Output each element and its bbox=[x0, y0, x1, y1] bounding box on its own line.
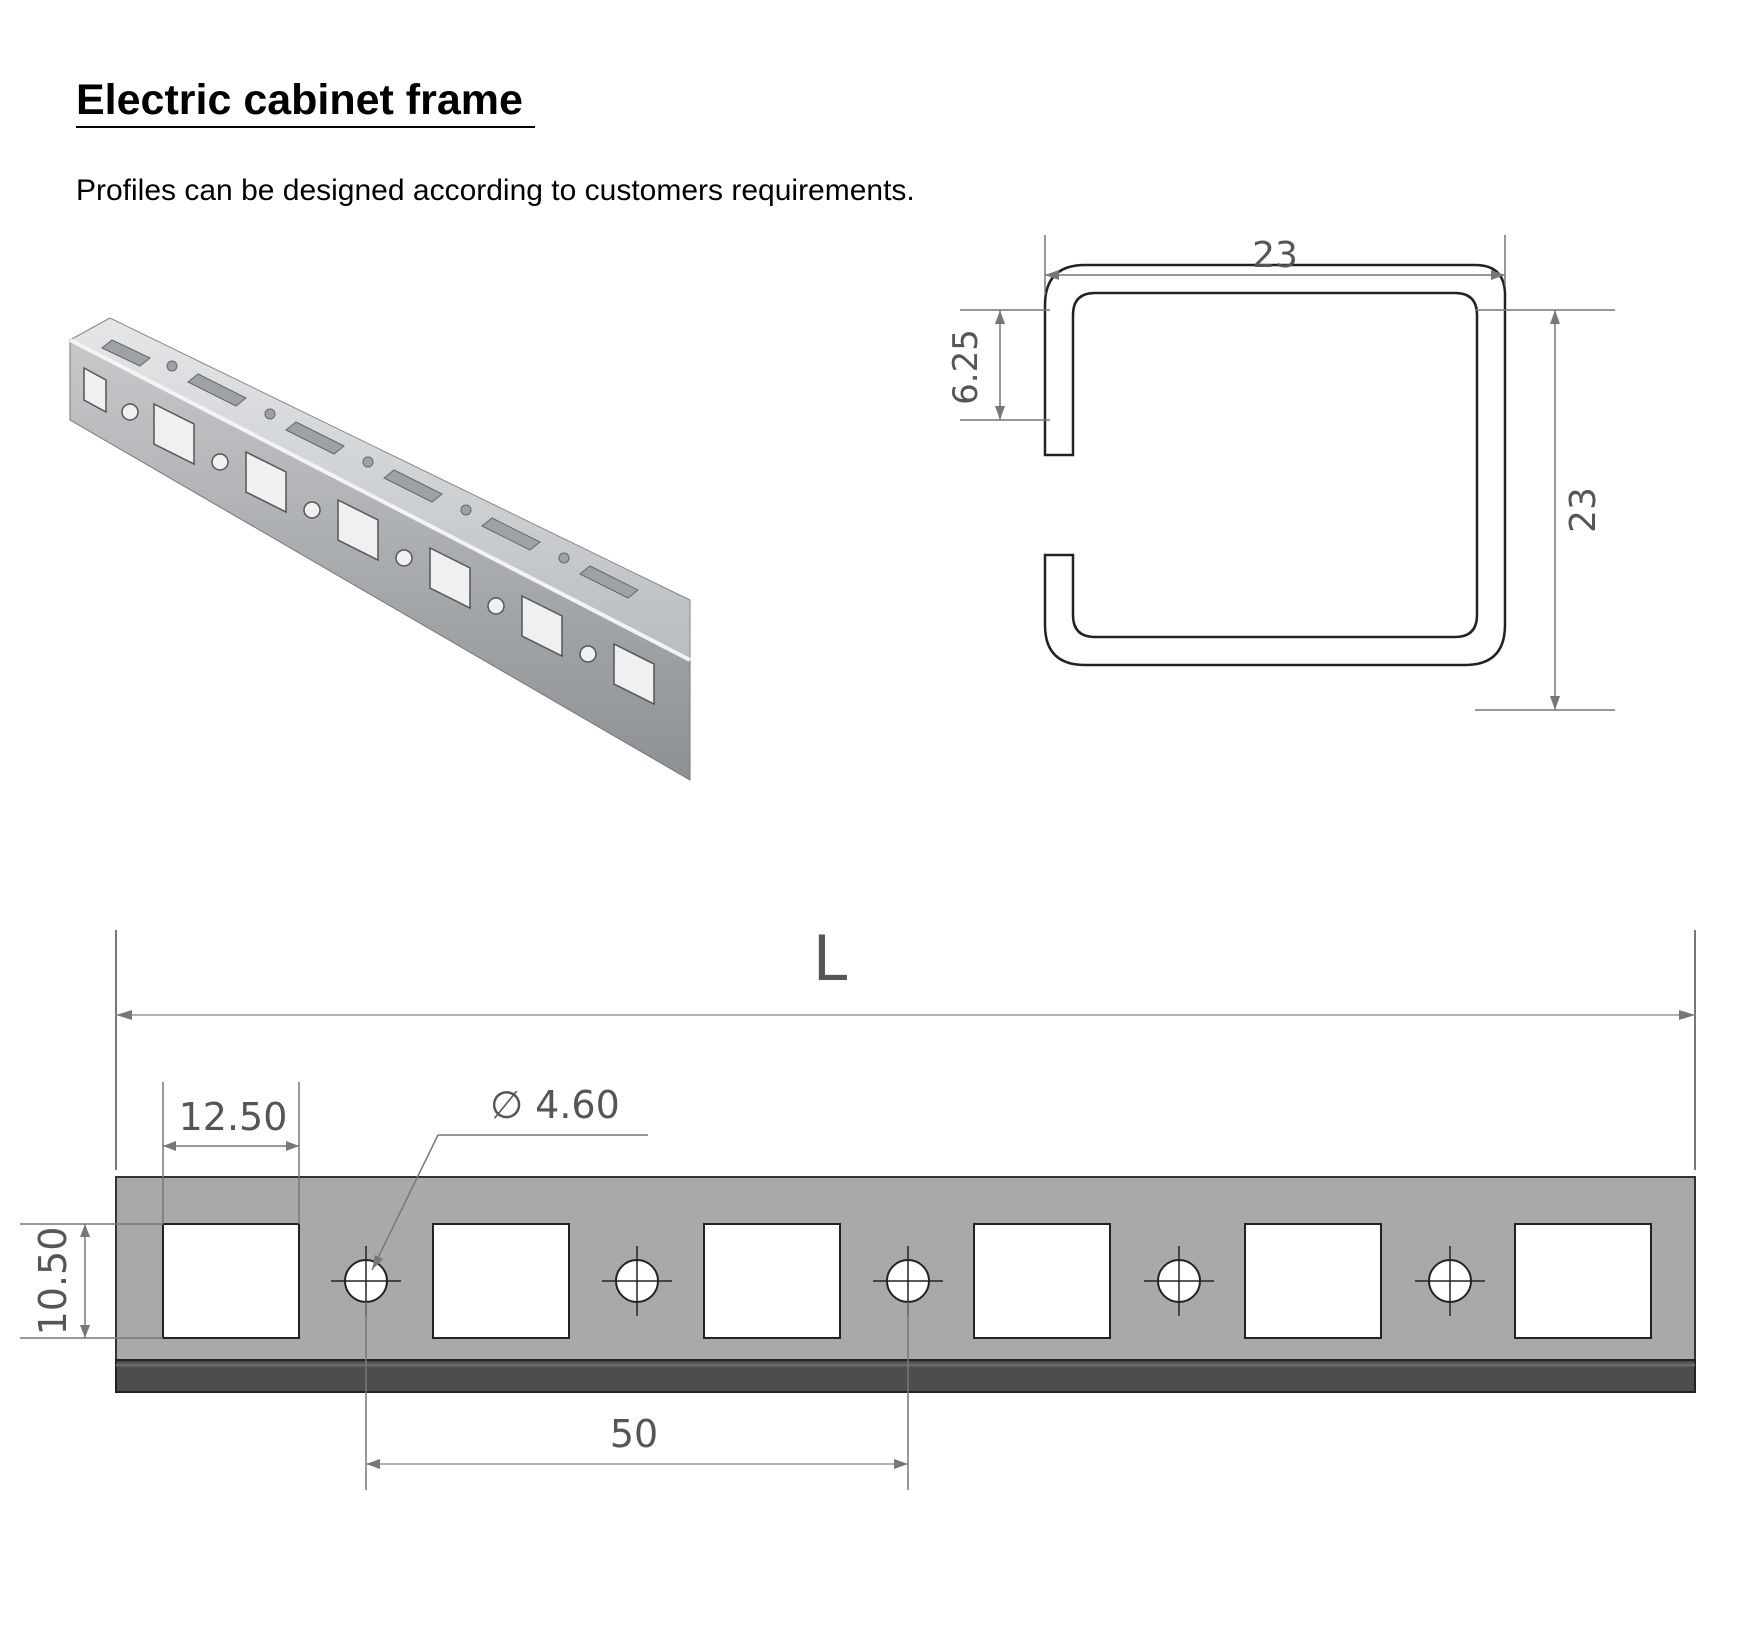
dim-square-label: 12.50 bbox=[178, 1095, 288, 1139]
profile-outline-outer bbox=[1045, 265, 1505, 665]
dim-length-arrow-right bbox=[1679, 1010, 1695, 1020]
dim-length-arrow-left bbox=[116, 1010, 132, 1020]
dim-diameter-label: ∅ 4.60 bbox=[490, 1083, 620, 1127]
photo-top-face bbox=[70, 318, 690, 660]
dim-height-arrow-top bbox=[1550, 310, 1560, 324]
dim-lip-arrow-top bbox=[995, 310, 1005, 324]
dim-pitch-label: 50 bbox=[609, 1412, 659, 1456]
square-hole bbox=[974, 1224, 1110, 1338]
dim-pitch-arrow-right bbox=[894, 1459, 908, 1469]
page-subtitle: Profiles can be designed according to customers requirements. bbox=[76, 174, 915, 207]
square-hole bbox=[1515, 1224, 1651, 1338]
square-hole bbox=[163, 1224, 299, 1338]
dim-strip-arrow-bottom bbox=[80, 1325, 90, 1338]
dim-length-label: L bbox=[812, 922, 848, 995]
dim-height-arrow-bottom bbox=[1550, 696, 1560, 710]
dim-height-label: 23 bbox=[1563, 487, 1604, 533]
dim-square-arrow-left bbox=[163, 1141, 176, 1151]
dim-square-arrow-right bbox=[286, 1141, 299, 1151]
square-hole bbox=[704, 1224, 840, 1338]
square-hole bbox=[1245, 1224, 1381, 1338]
profile-photo bbox=[70, 300, 690, 800]
photo-edge bbox=[70, 340, 690, 660]
dim-width-label: 23 bbox=[1252, 235, 1298, 276]
square-hole bbox=[433, 1224, 569, 1338]
page-title: Electric cabinet frame bbox=[76, 76, 535, 128]
profile-cross-section bbox=[946, 235, 1615, 815]
strip-flat-view bbox=[0, 920, 1748, 1520]
dim-strip-label: 10.50 bbox=[31, 1226, 75, 1336]
dim-lip-label: 6.25 bbox=[946, 329, 986, 405]
dim-lip-arrow-bottom bbox=[995, 406, 1005, 420]
dim-strip-arrow-top bbox=[80, 1224, 90, 1237]
dim-pitch-arrow-left bbox=[366, 1459, 380, 1469]
